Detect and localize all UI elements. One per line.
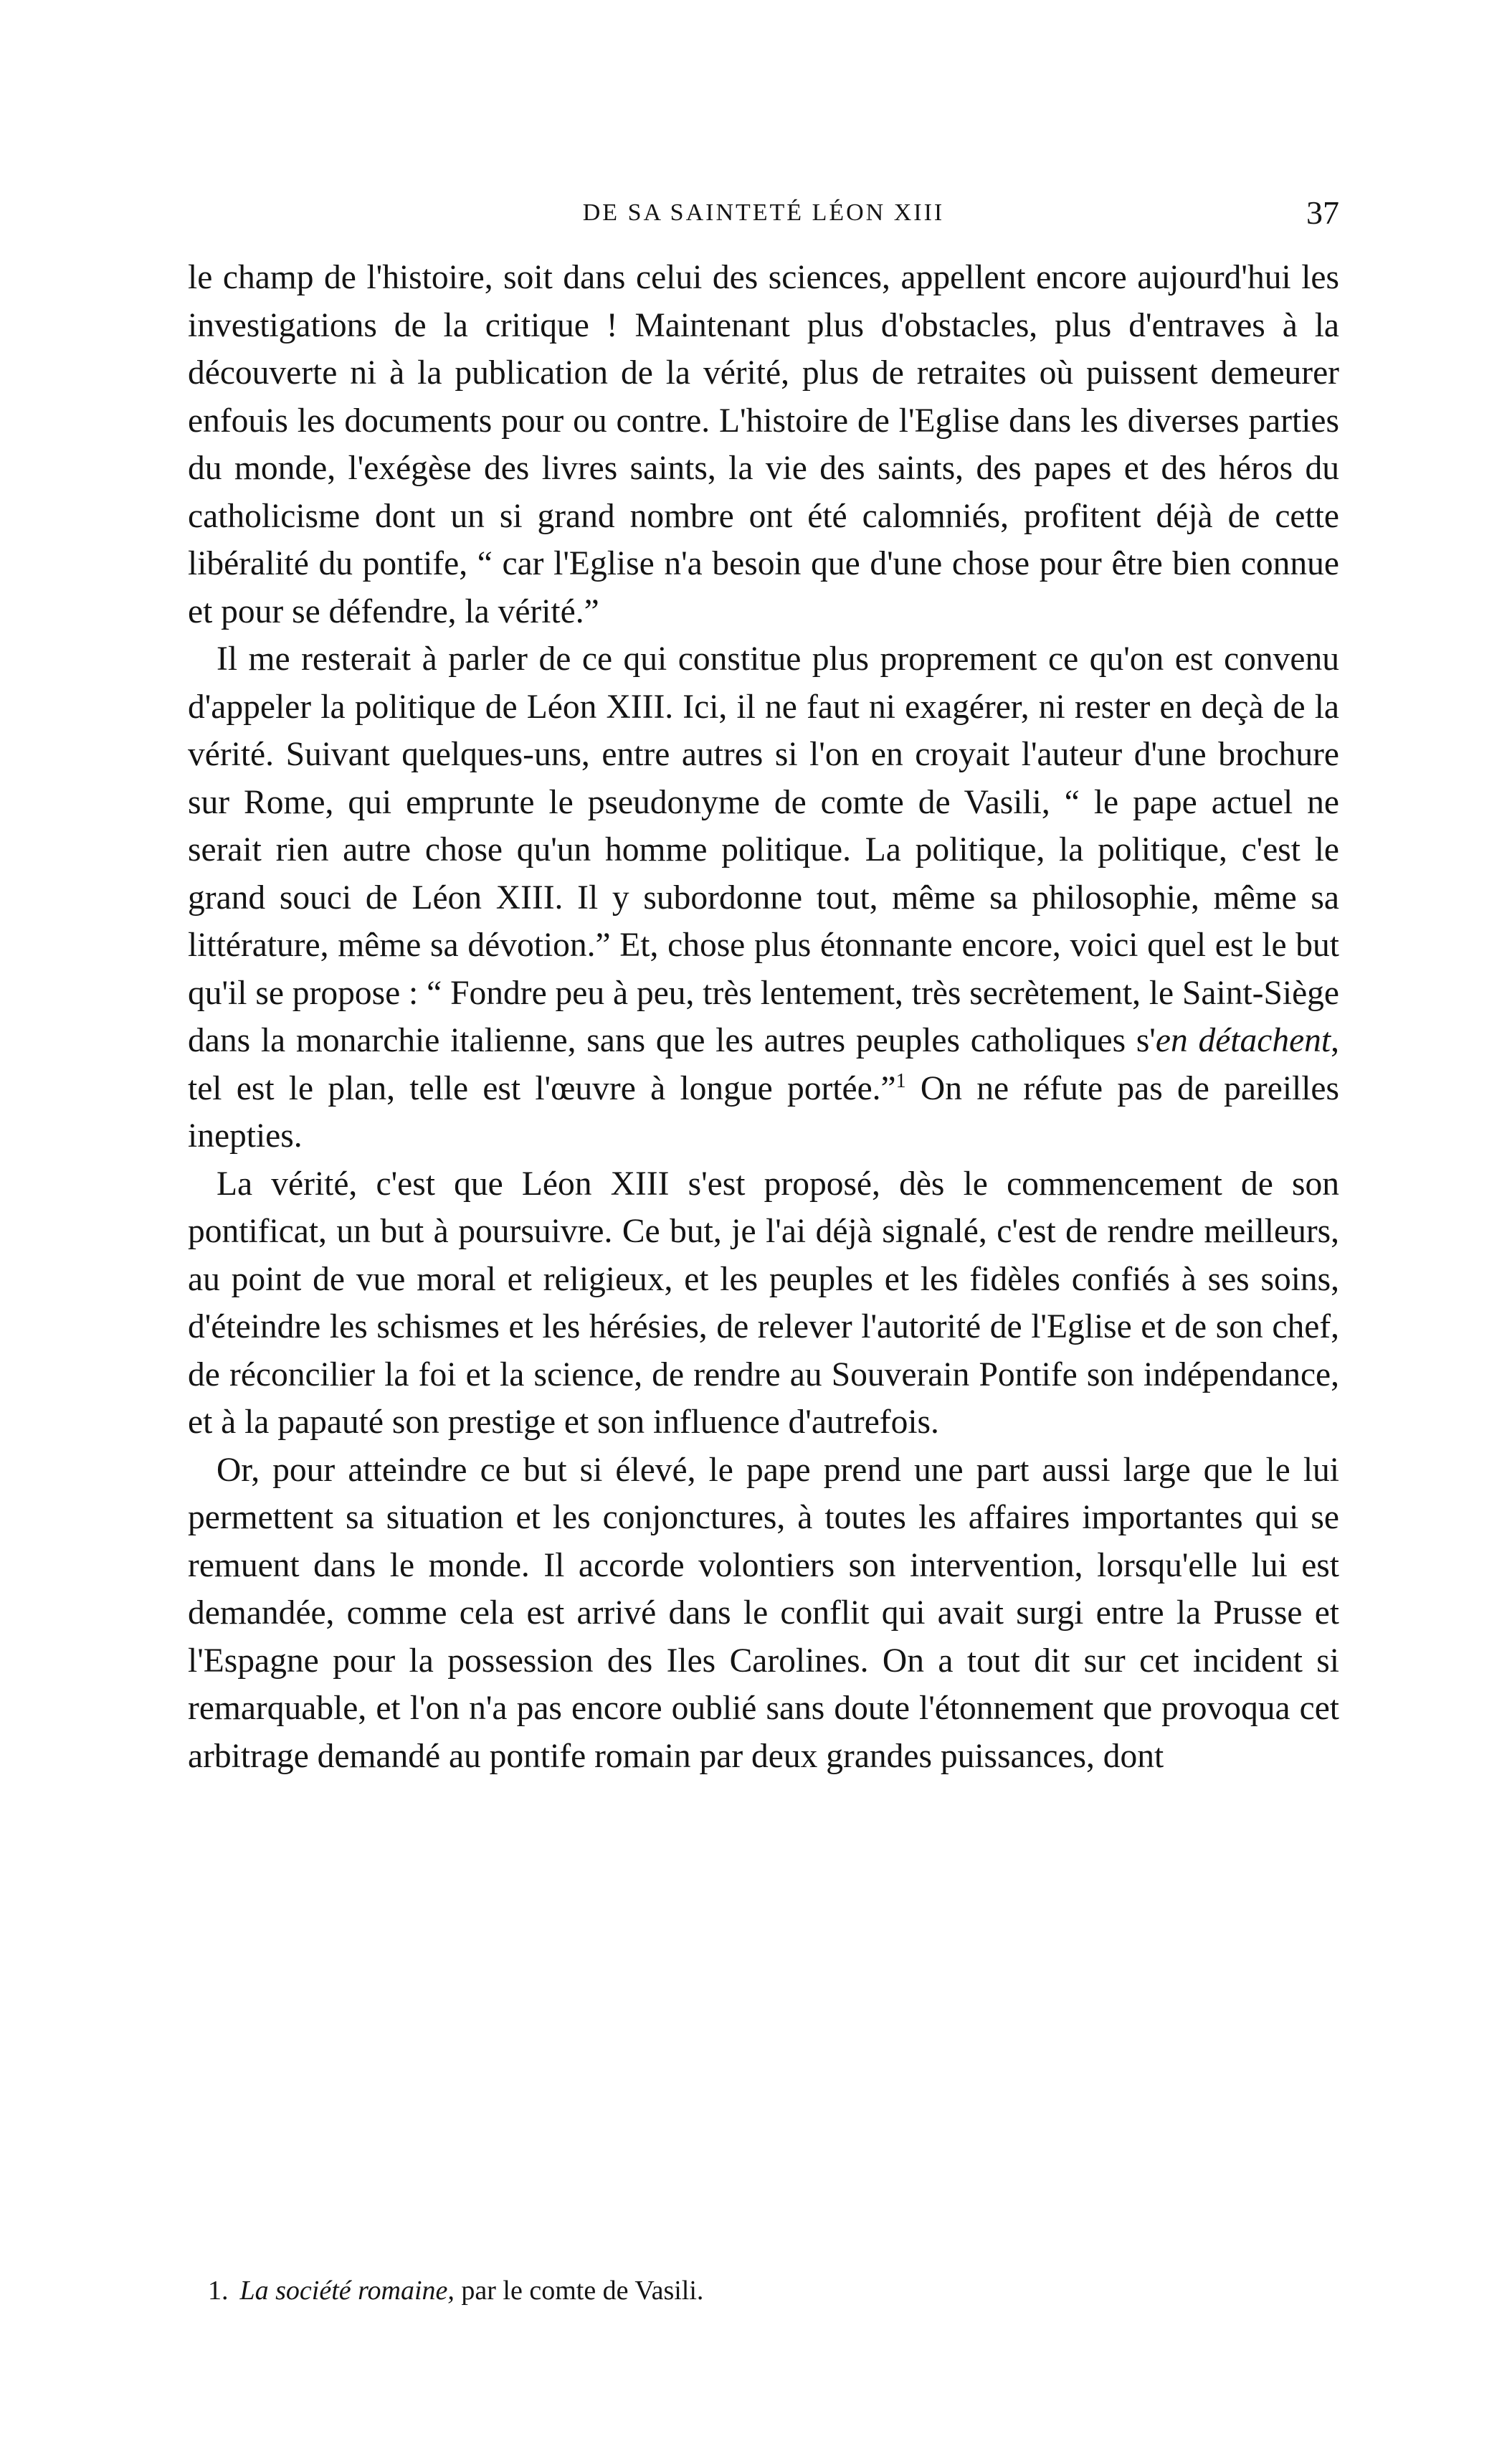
paragraph-1: le champ de l'histoire, soit dans celui des sciences, appellent encore aujourd'hui les investigations de la critique ! Maintenant plus d'obstacles, plus d'entraves à la découverte ni à la publication de la vérité, plus de retraites où puissent demeurer enfouis les documents pour ou contre. L'histoire de l'Eglise dans les diverses parties du monde, l'exégèse des livres saints, la vie des saints, des papes et des héros du catholicisme dont un si grand nombre ont été calomniés, profitent déjà de cette libéralité du pontife, “ car l'Eglise n'a besoin que d'une chose pour être bien connue et pour se défendre, la vérité.”: [188, 259, 1339, 630]
paragraph-2-italic: en détachent: [1155, 1022, 1331, 1059]
running-head: [188, 194, 1339, 244]
paragraph-2: [188, 635, 1339, 1160]
page-number: 37: [1306, 194, 1339, 231]
footnote-title: La société romaine,: [239, 2276, 455, 2306]
paragraph-2-text: Il me resterait à parler de ce qui constitue plus proprement ce qu'on est convenu d'appeler la politique de Léon XIII. Ici, il ne faut ni exagérer, ni rester en deçà de la vérité. Suivant quelques-uns, entre autres si l'on en croyait l'auteur d'une brochure sur Rome, qui emprunte le pseudonyme de comte de Vasili, “ le pape actuel ne serait rien autre chose qu'un homme politique. La politique, la politique, c'est le grand souci de Léon XIII. Il y subordonne tout, même sa philosophie, même sa littérature, même sa dévotion.” Et, chose plus étonnante encore, voici quel est le but qu'il se propose : “ Fondre peu à peu, très lentement, très secrètement, le Saint-Siège dans la monarchie italienne, sans que les autres peuples catholiques s': [188, 640, 1339, 1059]
body-text: [188, 254, 1339, 1780]
footnote-text: par le comte de Vasili.: [454, 2276, 704, 2306]
book-page: [188, 194, 1339, 1780]
running-title: DE SA SAINTETÉ LÉON XIII: [582, 199, 945, 226]
paragraph-2-text-end: On ne réfute pas de pareilles inepties.: [188, 1069, 1339, 1155]
footnote-number: 1.: [208, 2276, 229, 2306]
paragraph-3: La vérité, c'est que Léon XIII s'est proposé, dès le commencement de son pontificat, un but à poursuivre. Ce but, je l'ai déjà signalé, c'est de rendre meilleurs, au point de vue moral et religieux, et les peuples et les fidèles confiés à ses soins, d'éteindre les schismes et les hérésies, de relever l'autorité de l'Eglise et de son chef, de réconcilier la foi et la science, de rendre au Souverain Pontife son indépendance, et à la papauté son prestige et son influence d'autrefois.: [188, 1165, 1339, 1441]
paragraph-4: Or, pour atteindre ce but si élevé, le pape prend une part aussi large que le lui permettent sa situation et les conjonctures, à toutes les affaires importantes qui se remuent dans le monde. Il accorde volontiers son intervention, lorsqu'elle lui est demandée, comme cela est arrivé dans le conflit qui avait surgi entre la Prusse et l'Espagne pour la possession des Iles Carolines. On a tout dit sur cet incident si remarquable, et l'on n'a pas encore oublié sans doute l'étonnement que provoqua cet arbitrage demandé au pontife romain par deux grandes puissances, dont: [188, 1451, 1339, 1775]
footnote: [208, 2273, 703, 2308]
footnote-reference: 1: [895, 1069, 906, 1092]
paragraph-2-text-cont: , tel est le plan, telle est l'œuvre à longue portée.”: [188, 1022, 1339, 1107]
